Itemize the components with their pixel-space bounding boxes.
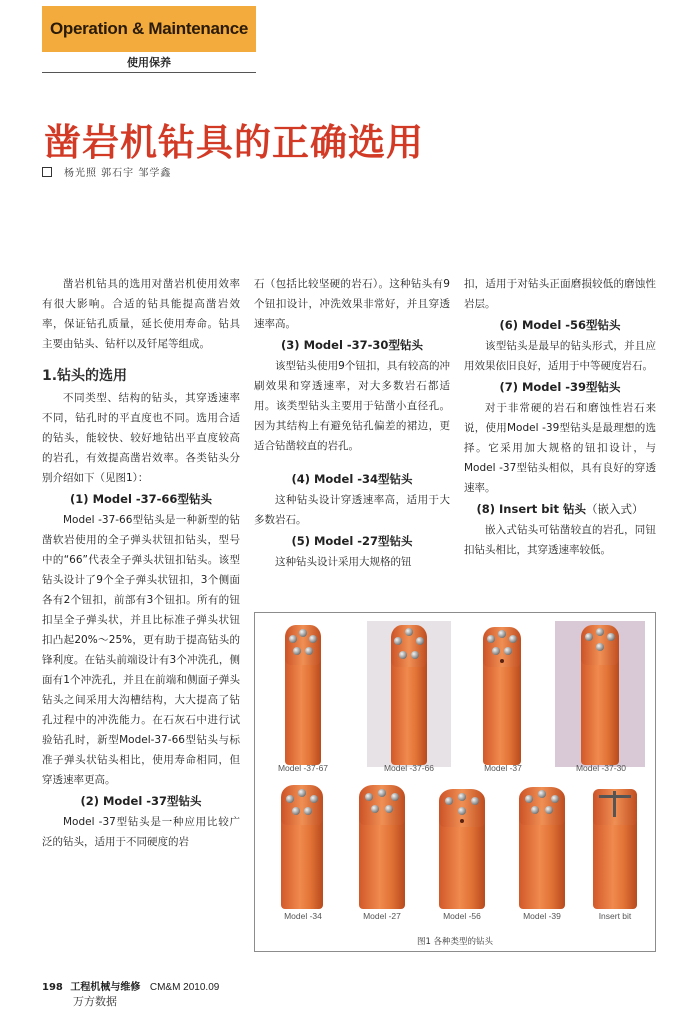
drill-bit-photo bbox=[483, 627, 521, 765]
intro-paragraph: 凿岩机钻具的选用对凿岩机使用效率有很大影响。合适的钻具能提高凿岩效率，保证钻孔质量，延长使用寿命。钻具主要由钻头、钻杆以及钎尾等组成。 bbox=[42, 278, 240, 350]
column-3 bbox=[464, 274, 656, 560]
paragraph-37-start: Model -37型钻头是一种应用比较广泛的钻头，适用于不同硬度的岩 bbox=[42, 816, 240, 848]
watermark: 万方数据 bbox=[73, 995, 117, 1008]
figure-label: Model -39 bbox=[523, 911, 561, 921]
figure-drill-bits bbox=[254, 612, 656, 952]
figure-label: Model -37 bbox=[484, 763, 522, 773]
paragraph-39: 对于非常硬的岩石和磨蚀性岩石来说，使用Model -39型钻头是最理想的选择。它采用加大规格的钮扣设计，与Model -37型钻头相似，具有良好的穿透速率。 bbox=[464, 402, 656, 494]
byline bbox=[42, 164, 171, 179]
drill-bit-photo bbox=[359, 785, 405, 909]
paragraph-34: 这种钻头设计穿透速率高，适用于大多数岩石。 bbox=[254, 494, 450, 526]
drill-bit-photo bbox=[519, 787, 565, 909]
page-number: 198 bbox=[42, 982, 63, 993]
figure-label: Model -37-66 bbox=[383, 763, 435, 773]
drill-bit-photo bbox=[285, 625, 321, 765]
authors: 杨光照 郭石宇 邹学鑫 bbox=[64, 168, 172, 179]
section-paragraph: 不同类型、结构的钻头，其穿透速率不同，钻孔时的平直度也不同。选用合适的钻头，能较快、较好地钻出平直度较高的岩孔，有效提高凿岩效率。各类钻头分别介绍如下（见图1）： bbox=[42, 392, 240, 484]
section-title-en: Operation & Maintenance bbox=[49, 19, 249, 38]
figure-label: Model -37-30 bbox=[575, 763, 627, 773]
figure-label: Model -27 bbox=[363, 911, 401, 921]
column-1 bbox=[42, 274, 240, 852]
section-banner bbox=[42, 6, 256, 52]
journal-name: 工程机械与维修 bbox=[70, 982, 141, 993]
subheading-37: (2) Model -37型钻头 bbox=[80, 794, 202, 808]
paragraph-56: 该型钻头是最早的钻头形式，并且应用效果依旧良好，适用于中等硬度岩石。 bbox=[464, 340, 656, 372]
figure-label: Model -37-67 bbox=[277, 763, 329, 773]
subheading-37-30: (3) Model -37-30型钻头 bbox=[281, 338, 423, 352]
drill-bit-photo bbox=[439, 789, 485, 909]
figure-label: Model -56 bbox=[443, 911, 481, 921]
paragraph-27-start: 这种钻头设计采用大规格的钮 bbox=[275, 556, 412, 568]
paragraph-37-end: 石（包括比较坚硬的岩石）。这种钻头有9个钮扣设计，冲洗效果非常好，并且穿透速率高。 bbox=[254, 278, 450, 330]
column-2 bbox=[254, 274, 450, 572]
subheading-27: (5) Model -27型钻头 bbox=[291, 534, 413, 548]
subheading-56: (6) Model -56型钻头 bbox=[499, 318, 621, 332]
paragraph-27-end: 扣，适用于对钻头正面磨损较低的磨蚀性岩层。 bbox=[464, 278, 656, 310]
drill-bit-photo bbox=[581, 625, 619, 765]
drill-bit-photo bbox=[593, 789, 637, 909]
subheading-34: (4) Model -34型钻头 bbox=[291, 472, 413, 486]
article-title: 凿岩机钻具的正确选用 bbox=[44, 121, 424, 164]
paragraph-37-30: 该型钻头使用9个钮扣，具有较高的冲刷效果和穿透速率，对大多数岩石都适用。该类型钻头主要用于钻凿小直径孔。因为其结构上有避免钻孔偏差的裙边，更适合钻凿较直的岩孔。 bbox=[254, 360, 450, 452]
figure-caption: 图1 各种类型的钻头 bbox=[416, 937, 494, 947]
figure-label: Model -34 bbox=[284, 911, 322, 921]
subheading-37-66: (1) Model -37-66型钻头 bbox=[70, 492, 212, 506]
square-icon bbox=[42, 167, 52, 177]
paragraph-37-66: Model -37-66型钻头是一种新型的钻凿软岩使用的全子弹头状钮扣钻头，型号中的“66”代表全子弹头状钮扣钻头。该型钻头设计了9个全子弹头状钮扣，3个侧面各有2个钮扣，前部有3个钮扣。所有的钮扣呈全子弹头状，并且比标准子弹头状钮扣凸起20%～25%，更有助于提高钻头的锋利度。在钻头前端设计有3个冲洗孔，侧面有1个冲洗孔，并且在前端和侧面子弹头钻头之间采用大沟槽结构，大大提高了钻孔过程中的冲洗能力。在石灰石中进行试验钻孔时，新型Model-37-66型钻头与标准子弹头状钻头相比，使用寿命相同，但穿透速率更高。 bbox=[42, 514, 240, 786]
figure-label: Insert bit bbox=[598, 911, 632, 921]
subheading-insert-bit: (8) Insert bit 钻头（嵌入式） bbox=[476, 502, 644, 516]
drill-bit-photo bbox=[281, 785, 323, 909]
section-heading: 1.钻头的选用 bbox=[42, 368, 128, 384]
paragraph-insert-bit: 嵌入式钻头可钻凿较直的岩孔，同钮扣钻头相比，其穿透速率较低。 bbox=[464, 524, 656, 556]
section-title-cn: 使用保养 bbox=[127, 56, 171, 69]
header-divider bbox=[42, 72, 256, 73]
subheading-39: (7) Model -39型钻头 bbox=[499, 380, 621, 394]
drill-bit-photo bbox=[391, 625, 427, 765]
page-footer bbox=[42, 978, 219, 993]
journal-issue: CM&M 2010.09 bbox=[149, 982, 220, 993]
